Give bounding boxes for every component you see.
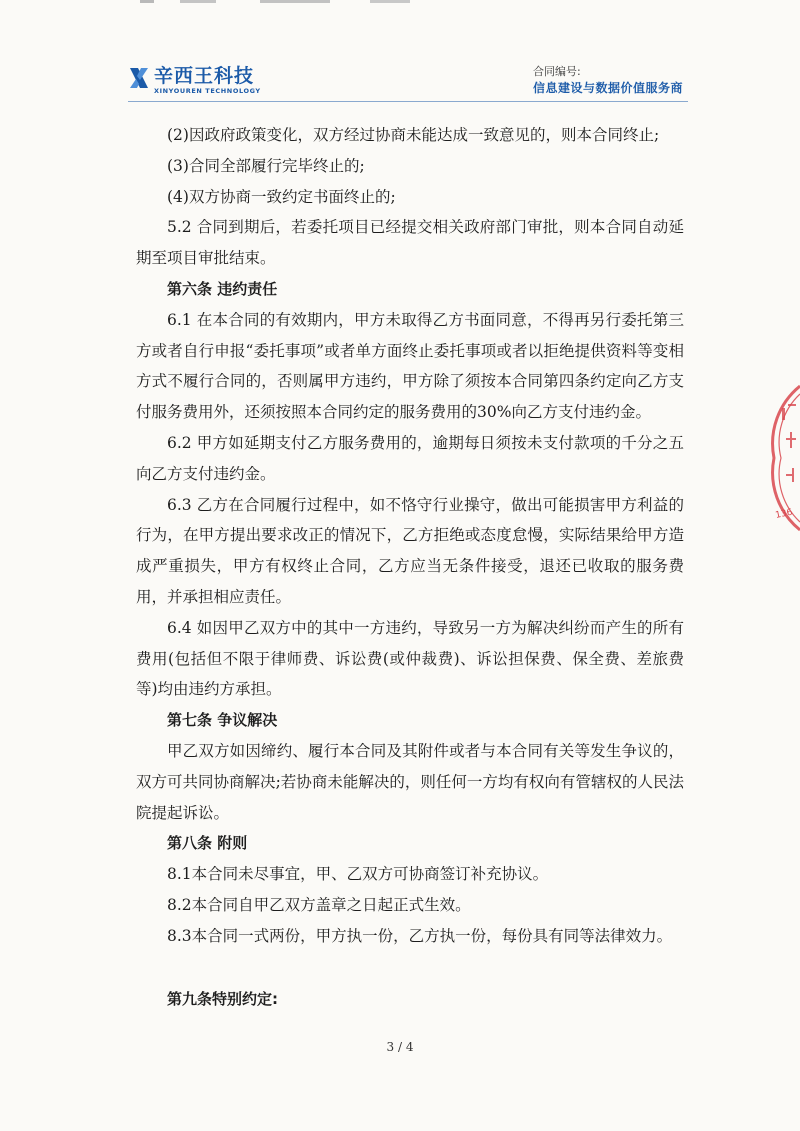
company-slogan: 信息建设与数据价值服务商: [533, 81, 684, 95]
seal-number: 136: [774, 507, 794, 521]
clause-5-2: 5.2 合同到期后，若委托项目已经提交相关政府部门审批，则本合同自动延期至项目审批结束。: [136, 218, 684, 268]
company-name-en: XINYOUREN TECHNOLOGY: [154, 87, 261, 95]
clause-7-body: 甲乙双方如因缔约、履行本合同及其附件或者与本合同有关等发生争议的，双方可共同协商解决;若协商未能解决的，则任何一方均有权向有管辖权的人民法院提起诉讼。: [136, 741, 684, 822]
logo-mark-icon: [128, 66, 150, 90]
clause-8-1: 8.1本合同未尽事宜，甲、乙双方可协商签订补充协议。: [167, 865, 549, 884]
clause-5-1-3: (3)合同全部履行完毕终止的;: [167, 156, 365, 175]
header-divider: [128, 101, 688, 102]
clause-8-2: 8.2本合同自甲乙双方盖章之日起正式生效。: [167, 895, 471, 914]
clause-5-1-2: (2)因政府政策变化，双方经过协商未能达成一致意见的，则本合同终止;: [167, 126, 660, 144]
company-name-cn: 辛西王科技: [154, 65, 255, 87]
article-7-heading: 第七条 争议解决: [167, 711, 278, 730]
article-6-heading: 第六条 违约责任: [167, 279, 278, 298]
company-logo: [128, 66, 261, 95]
contract-number-label: 合同编号:: [533, 65, 581, 78]
clause-8-3: 8.3本合同一式两份，甲方执一份，乙方执一份，每份具有同等法律效力。: [167, 926, 673, 945]
page-number: 3 / 4: [386, 1040, 414, 1054]
company-seal: [756, 378, 800, 538]
article-9-heading: 第九条特别约定:: [167, 989, 278, 1008]
clause-6-3: 6.3 乙方在合同履行过程中，如不恪守行业操守，做出可能损害甲方利益的行为，在甲方提出要求改正的情况下，乙方拒绝或态度怠慢，实际结果给甲方造成严重损失，甲方有权终止合同，乙方应当无条件接受，退还已收取的服务费用，并承担相应责任。: [136, 495, 684, 606]
contract-body: [136, 120, 684, 1014]
scan-artifact: [140, 0, 470, 8]
clause-6-1: 6.1 在本合同的有效期内，甲方未取得乙方书面同意，不得再另行委托第三方或者自行申报“委托事项”或者单方面终止委托事项或者以拒绝提供资料等变相方式不履行合同的，否则属甲方违约，甲方除了须按本合同第四条约定向乙方支付服务费用外，还须按照本合同约定的服务费用的30%向乙方支付违约金。: [136, 310, 684, 422]
clause-6-2: 6.2 甲方如延期支付乙方服务费用的，逾期每日须按未支付款项的千分之五向乙方支付违约金。: [136, 433, 684, 483]
article-8-heading: 第八条 附则: [167, 834, 248, 853]
clause-6-4: 6.4 如因甲乙双方中的其中一方违约，导致另一方为解决纠纷而产生的所有费用(包括但不限于律师费、诉讼费(或仲裁费)、诉讼担保费、保全费、差旅费等)均由违约方承担。: [136, 618, 684, 699]
clause-5-1-4: (4)双方协商一致约定书面终止的;: [167, 187, 396, 206]
